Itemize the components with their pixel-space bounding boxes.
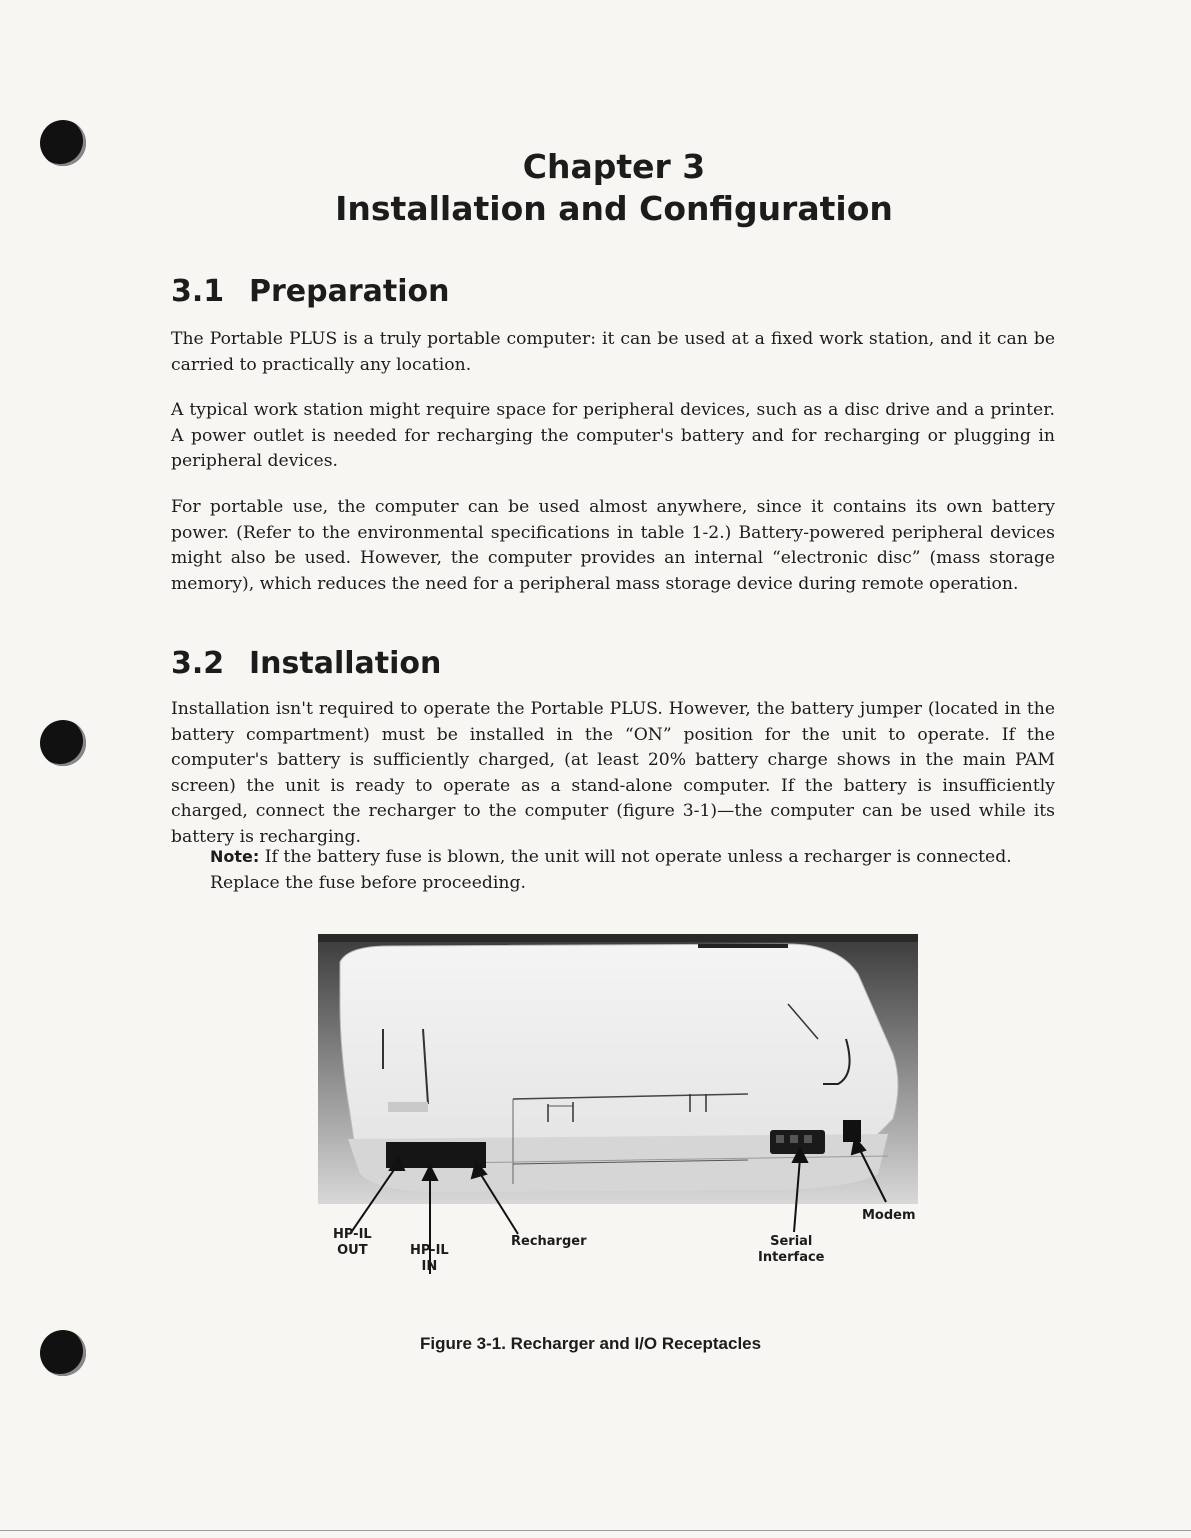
section-heading-installation: [171, 646, 441, 681]
section-number: 3.1: [171, 274, 225, 309]
arrow-head: [852, 1138, 865, 1154]
label-hpil-out: HP-IL OUT: [333, 1227, 372, 1258]
chapter-number: Chapter 3: [522, 147, 706, 186]
note-label: Note:: [210, 847, 260, 866]
chapter-name: Installation and Configuration: [335, 189, 893, 228]
page-edge-divider: [0, 1530, 1191, 1531]
callout-line-hpil-out: [350, 1164, 398, 1234]
arrow-head: [423, 1166, 437, 1180]
chapter-title: [0, 146, 1191, 230]
section-number: 3.2: [171, 646, 225, 681]
paragraph: For portable use, the computer can be used almost anywhere, since it contains its own battery power. (Refer to the environmental specifications in table 1-2.) Battery-powered peripheral devices might also be used. However, the computer provides an internal “electronic disc” (mass storage memory), which reduces the need for a peripheral mass storage device during remote operation.: [171, 497, 1055, 594]
figure-caption: Figure 3-1. Recharger and I/O Receptacles: [420, 1334, 762, 1353]
label-recharger: Recharger: [511, 1234, 587, 1249]
arrow-head: [472, 1162, 486, 1178]
arrow-head: [390, 1156, 404, 1170]
binder-hole-bottom: [40, 1330, 86, 1376]
label-hpil-in: HP-IL IN: [410, 1243, 449, 1274]
section-title: Preparation: [249, 274, 450, 309]
paragraph: Installation isn't required to operate the Portable PLUS. However, the battery jumper (located in the battery compartment) must be installed in the “ON” position for the unit to operate. If the computer's battery is sufficiently charged, (at least 20% battery charge shows in the main PAM screen) the unit is ready to operate as a stand-alone computer. If the battery is insufficiently charged, connect the recharger to the computer (figure 3-1)—the computer can be used while its battery is recharging.: [171, 699, 1055, 847]
callout-lines: [318, 1134, 918, 1274]
note: [210, 844, 1050, 896]
callout-line-serial: [794, 1158, 800, 1232]
callout-line-recharger: [478, 1170, 518, 1234]
callout-line-modem: [858, 1146, 886, 1202]
arrow-head: [793, 1148, 807, 1162]
label-modem: Modem: [862, 1208, 916, 1223]
section-title: Installation: [249, 646, 442, 681]
note-text: If the battery fuse is blown, the unit will not operate unless a recharger is connected. Replace the fuse before proceeding.: [210, 847, 1012, 893]
paragraph: The Portable PLUS is a truly portable computer: it can be used at a fixed work station, and it can be carried to practically any location.: [171, 329, 1055, 375]
section-heading-preparation: [171, 274, 449, 309]
label-serial-interface: Serial Interface: [758, 1234, 825, 1265]
binder-hole-middle: [40, 720, 86, 766]
paragraph: A typical work station might require space for peripheral devices, such as a disc drive and a printer. A power outlet is needed for recharging the computer's battery and for recharging or plugging in peripheral devices.: [171, 400, 1055, 471]
